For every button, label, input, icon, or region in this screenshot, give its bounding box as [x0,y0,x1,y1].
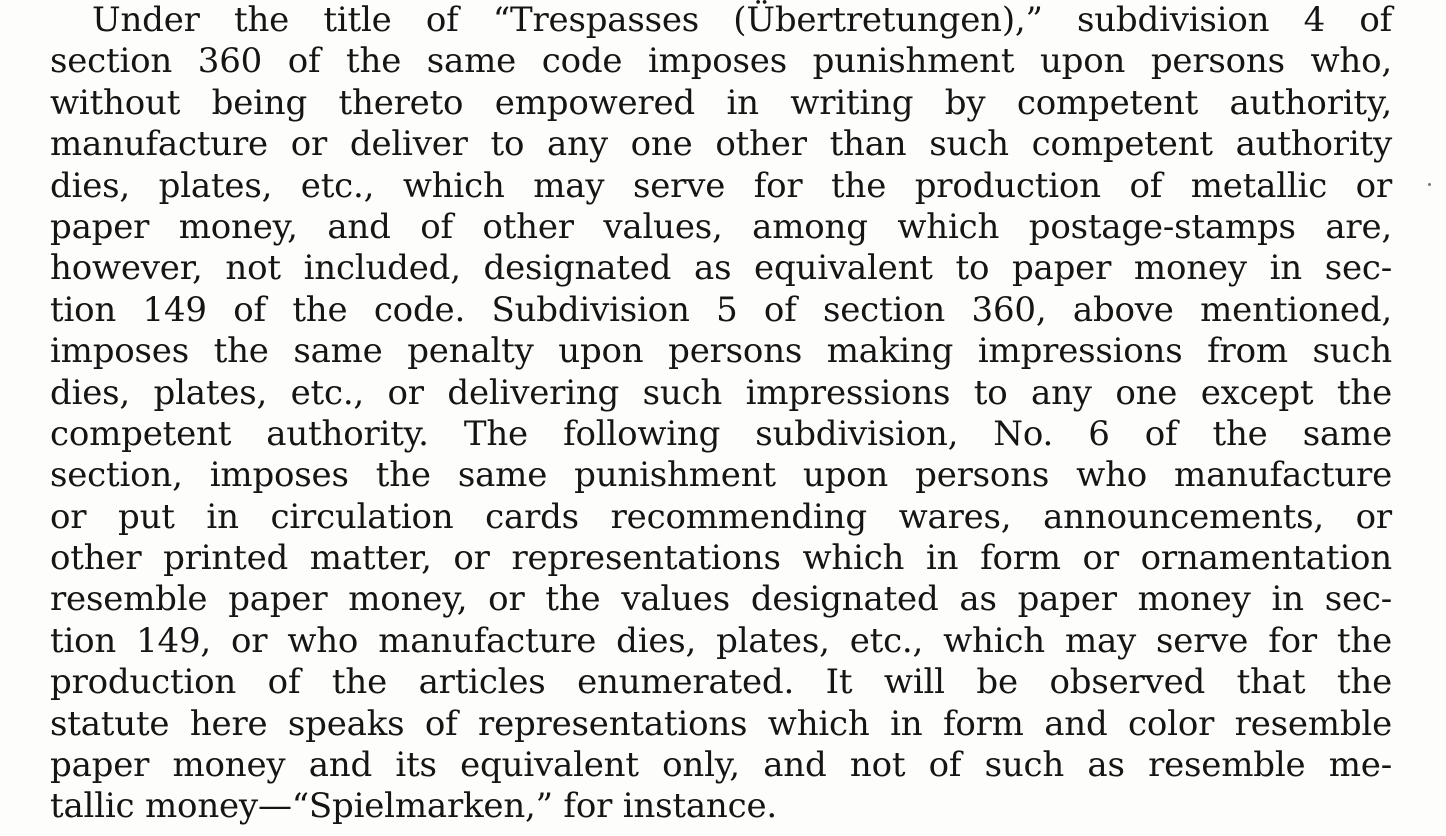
text-line: statute here speaks of representations which in form and color resemble [50,703,1392,744]
text-line: dies, plates, etc., or delivering such impressions to any one except the [50,372,1392,413]
text-line: paper money and its equivalent only, and not of such as resemble me- [50,745,1392,786]
text-line-last: tallic money—“Spielmarken,” for instance. [50,786,777,827]
scan-speck [1428,183,1431,186]
text-line: section 360 of the same code imposes punishment upon persons who, [50,41,1392,82]
text-line: resemble paper money, or the values designated as paper money in sec- [50,579,1392,620]
text-line: Under the title of “Trespasses (Übertretungen),” subdivision 4 of [92,0,1392,40]
text-line: or put in circulation cards recommending wares, announcements, or [50,496,1392,537]
text-line: tion 149, or who manufacture dies, plates, etc., which may serve for the [50,620,1392,661]
text-line: however, not included, designated as equivalent to paper money in sec- [50,248,1392,289]
text-line: dies, plates, etc., which may serve for the production of metallic or [50,165,1392,206]
text-line: section, imposes the same punishment upon persons who manufacture [50,455,1392,496]
text-line: competent authority. The following subdivision, No. 6 of the same [50,413,1392,454]
text-line: tion 149 of the code. Subdivision 5 of section 360, above mentioned, [50,289,1392,330]
text-line: manufacture or deliver to any one other than such competent authority [50,124,1392,165]
body-paragraph [50,0,1392,828]
text-line: production of the articles enumerated. It will be observed that the [50,662,1392,703]
text-line: paper money, and of other values, among which postage-stamps are, [50,206,1392,247]
text-line: imposes the same penalty upon persons making impressions from such [50,331,1392,372]
text-line: other printed matter, or representations which in form or ornamentation [50,538,1392,579]
text-line: without being thereto empowered in writing by competent authority, [50,82,1392,123]
